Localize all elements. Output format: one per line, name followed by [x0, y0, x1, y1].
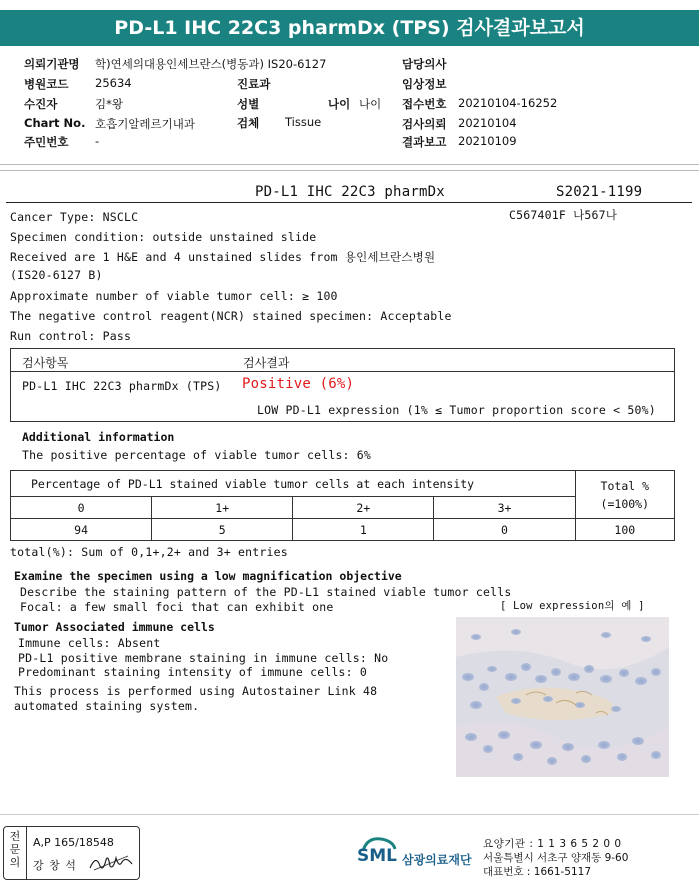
age-label: 나이 — [328, 97, 351, 111]
lab-phone: 대표번호 : 1661-5117 — [483, 866, 592, 878]
sample-id: C567401F 나567나 — [509, 208, 618, 222]
divider — [0, 164, 699, 165]
intensity-header-1plus: 1+ — [152, 497, 293, 519]
expression-level: LOW PD-L1 expression (1% ≤ Tumor proportion score < 50%) — [257, 403, 656, 417]
reviewer-id: A,P 165/18548 — [33, 836, 114, 849]
immune-cells-line: Immune cells: Absent — [18, 636, 161, 650]
ncr-result: The negative control reagent(NCR) stained specimen: Acceptable — [10, 309, 452, 323]
intensity-value-3plus: 0 — [434, 519, 575, 541]
reviewer-name: 강 창 석 — [33, 859, 77, 872]
total-header-line1: Total % — [600, 478, 650, 493]
lab-address: 서울특별시 서초구 양재동 9-60 — [483, 852, 629, 864]
footer-divider — [0, 814, 699, 815]
image-caption: [ Low expression의 예 ] — [500, 600, 645, 612]
test-result-value: Positive (6%) — [242, 376, 355, 392]
specimen-value: Tissue — [285, 115, 322, 129]
specialist-label: 전문의 — [9, 830, 21, 869]
patient-label: 수진자 — [24, 97, 58, 111]
cancer-type: Cancer Type: NSCLC — [10, 210, 139, 224]
sml-logo-text: SML — [357, 846, 397, 866]
test-name: PD-L1 IHC 22C3 pharmDx (TPS) — [22, 379, 222, 393]
request-date-value: 20210104 — [458, 116, 517, 130]
intensity-table-caption: Percentage of PD-L1 stained viable tumor cells at each intensity — [11, 471, 576, 497]
resident-no-value: - — [95, 134, 100, 148]
immune-membrane-line: PD-L1 positive membrane staining in immune cells: No — [18, 651, 389, 665]
institution-value: 학)연세의대용인세브란스(병동과) IS20-6127 — [95, 57, 327, 71]
stamp-divider — [26, 826, 27, 880]
institution-label: 의뢰기관명 — [24, 57, 80, 71]
viable-tumor-count: Approximate number of viable tumor cell: ≥ 100 — [10, 289, 338, 303]
intensity-value-0: 94 — [11, 519, 152, 541]
immune-heading: Tumor Associated immune cells — [14, 620, 215, 634]
request-date-label: 검사의뢰 — [402, 117, 447, 131]
intensity-value-1plus: 5 — [152, 519, 293, 541]
department-label: 진료과 — [237, 77, 271, 91]
intensity-table — [10, 470, 675, 541]
immune-intensity-line: Predominant staining intensity of immune cells: 0 — [18, 665, 368, 679]
examine-heading: Examine the specimen using a low magnification objective — [14, 569, 402, 583]
received-slides: Received are 1 H&E and 4 unstained slides from 용인세브란스병원 — [10, 250, 436, 264]
report-id: S2021-1199 — [556, 184, 643, 200]
resident-no-label: 주민번호 — [24, 135, 69, 149]
specimen-label: 검체 — [237, 116, 260, 130]
specimen-condition: Specimen condition: outside unstained slide — [10, 230, 317, 244]
chart-no-label: Chart No. — [24, 116, 86, 130]
clinical-info-label: 임상정보 — [402, 77, 447, 91]
age-value: 나이 — [359, 97, 382, 111]
intensity-header-0: 0 — [11, 497, 152, 519]
intensity-header-3plus: 3+ — [434, 497, 575, 519]
table-note: total(%): Sum of 0,1+,2+ and 3+ entries — [10, 545, 288, 559]
doctor-label: 담당의사 — [402, 57, 447, 71]
receipt-no-label: 접수번호 — [402, 97, 447, 111]
hospital-code-label: 병원코드 — [24, 77, 69, 91]
intensity-total: 100 — [575, 519, 674, 541]
total-header-line2: (=100%) — [600, 496, 650, 511]
total-header — [575, 471, 674, 519]
report-date-value: 20210109 — [458, 134, 517, 148]
lab-code: 요양기관 : 1 1 3 6 5 2 0 0 — [483, 838, 622, 850]
hospital-code-value: 25634 — [95, 76, 132, 90]
report-date-label: 결과보고 — [402, 135, 447, 149]
micrograph-image — [456, 617, 669, 777]
received-slides-id: (IS20-6127 B) — [10, 268, 103, 282]
intensity-header-2plus: 2+ — [293, 497, 434, 519]
report-test-title: PD-L1 IHC 22C3 pharmDx — [255, 184, 445, 200]
run-control: Run control: Pass — [10, 329, 132, 343]
intensity-value-2plus: 1 — [293, 519, 434, 541]
process-line2: automated staining system. — [14, 699, 200, 713]
report-title-banner: PD-L1 IHC 22C3 pharmDx (TPS) 검사결과보고서 — [0, 10, 699, 46]
test-result-header: 검사결과 — [243, 356, 290, 370]
signature-icon — [88, 850, 134, 878]
chart-no-value: 호흡기알레르기내과 — [95, 117, 195, 131]
test-item-header: 검사항목 — [22, 356, 69, 370]
result-box-divider — [10, 371, 675, 372]
sex-label: 성별 — [237, 97, 260, 111]
examine-line1: Describe the staining pattern of the PD-L1 stained viable tumor cells — [20, 585, 512, 599]
divider — [0, 170, 699, 171]
additional-info-text: The positive percentage of viable tumor cells: 6% — [22, 448, 372, 462]
additional-info-heading: Additional information — [22, 430, 175, 444]
process-line1: This process is performed using Autostainer Link 48 — [14, 684, 378, 698]
receipt-no-value: 20210104-16252 — [458, 96, 558, 110]
lab-name: 삼광의료재단 — [402, 853, 472, 867]
patient-value: 김*왕 — [95, 97, 123, 111]
title-underline — [6, 202, 692, 203]
examine-line2: Focal: a few small foci that can exhibit one — [20, 600, 334, 614]
